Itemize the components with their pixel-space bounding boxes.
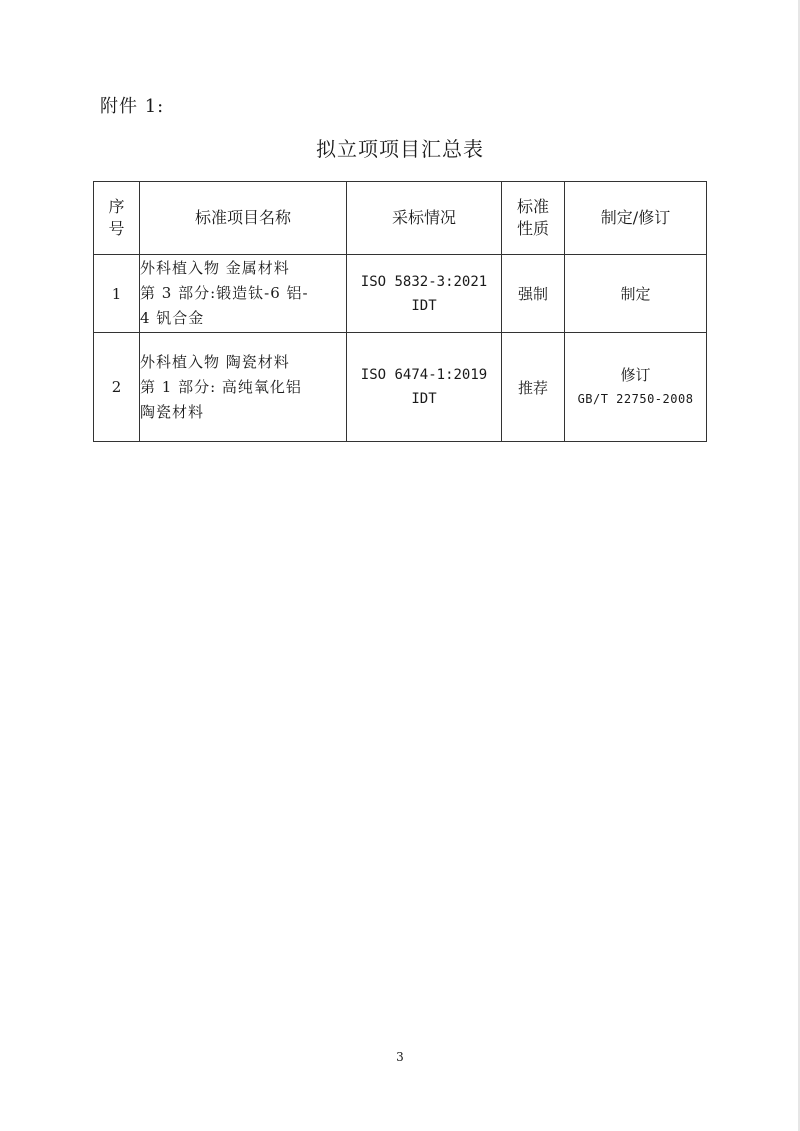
header-type: 制定/修订: [565, 182, 707, 255]
cell-name: [140, 333, 347, 442]
header-seq: [94, 182, 140, 255]
header-nature-line2: 性质: [516, 219, 549, 238]
name-line: 第 3 部分:锻造钛-6 铝-: [140, 284, 309, 302]
name-line: 外科植入物 金属材料: [140, 259, 290, 277]
cell-name: [140, 255, 347, 333]
name-line: 4 钒合金: [140, 309, 205, 327]
adopt-degree: IDT: [411, 391, 437, 407]
table-row: [94, 333, 707, 442]
header-seq-line2: 号: [108, 219, 125, 238]
name-line: 陶瓷材料: [140, 402, 205, 421]
page-title: 拟立项项目汇总表: [316, 137, 484, 161]
page-number: 3: [396, 1050, 404, 1064]
header-adopt: 采标情况: [347, 182, 502, 255]
cell-seq: 1: [94, 255, 140, 333]
name-line: 第 1 部分: 高纯氧化铝: [140, 377, 302, 396]
adopt-degree: IDT: [411, 297, 437, 314]
cell-nature: 推荐: [502, 333, 565, 442]
cell-nature: 强制: [502, 255, 565, 333]
adopt-standard: ISO 5832-3:2021: [360, 273, 488, 290]
header-nature-line1: 标准: [516, 197, 549, 216]
cell-adopt: [347, 255, 502, 333]
type-label: 制定: [620, 284, 651, 303]
type-label: 修订: [620, 366, 651, 384]
table-header-row: [94, 182, 707, 255]
adopt-standard: ISO 6474-1:2019: [360, 367, 488, 383]
table-row: [94, 255, 707, 333]
cell-type: [565, 255, 707, 333]
cell-seq: 2: [94, 333, 140, 442]
replaced-standard: GB/T 22750-2008: [577, 392, 694, 406]
attachment-label: 附件 1:: [100, 96, 165, 117]
cell-adopt: [347, 333, 502, 442]
header-nature: [502, 182, 565, 255]
project-summary-table: [93, 181, 707, 442]
cell-type: [565, 333, 707, 442]
header-name: 标准项目名称: [140, 182, 347, 255]
name-line: 外科植入物 陶瓷材料: [140, 352, 290, 371]
header-seq-line1: 序: [108, 197, 125, 216]
